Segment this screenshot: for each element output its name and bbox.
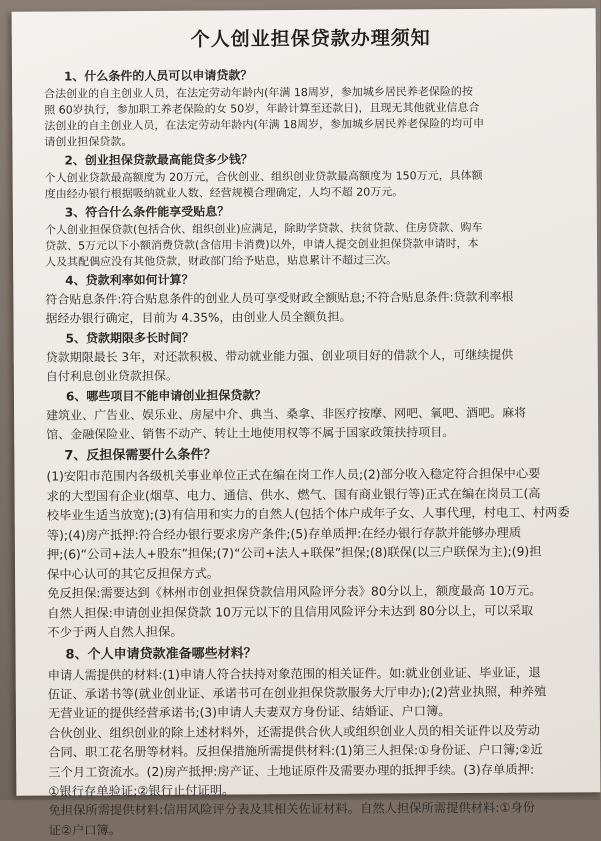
paragraph-line: 自然人担保:申请创业担保贷款 10万元以下的且信用风险评分未达到 80分以上，可以采取 bbox=[47, 603, 534, 621]
paragraph-line: 求的大型国有企业(烟草、电力、通信、供水、燃气、国有商业银行等)正式在编在岗员工(高 bbox=[46, 486, 541, 504]
paragraph-line: 等);(4)房产抵押:符合经办银行要求房产条件;(5)存单质押:在经办银行存款并能够办理质 bbox=[46, 525, 522, 543]
section-8 bbox=[47, 642, 582, 841]
paragraph-line: 合伙创业、组织创业的除上述材料外，还需提供合伙人或组织创业人员的相关证件以及劳动 bbox=[47, 723, 540, 741]
section-heading: 4、贷款利率如何计算？ bbox=[65, 272, 194, 288]
paragraph-line: 度由经办银行根据吸纳就业人数、经营规模合理确定，人均不超 20万元。 bbox=[44, 185, 404, 201]
section-6 bbox=[46, 385, 580, 444]
section-7 bbox=[46, 443, 581, 643]
section-heading: 2、创业担保贷款最高能贷多少钱？ bbox=[64, 152, 253, 168]
section-heading: 6、哪些项目不能申请创业担保贷款？ bbox=[65, 388, 267, 404]
paragraph-line: 校毕业生适当放宽);(3)有信用和实力的自然人(包括个体户成年子女、人事代理，村电工、村两委 bbox=[46, 505, 570, 523]
paragraph-line: 照 60岁执行，参加职工养老保险的女 50岁，年龄计算至还款日)，且现无其他就业信息合 bbox=[44, 100, 480, 117]
paragraph-line: 馆、金融保险业、销售不动产、转让土地使用权等不属于国家政策扶持项目。 bbox=[46, 425, 455, 442]
section-heading: 7、反担保需要什么条件？ bbox=[64, 447, 217, 464]
paragraph-line: 人及其配偶应没有其他贷款，财政部门给予贴息，贴息累计不超过三次。 bbox=[45, 253, 398, 269]
paragraph-line: 贷款期限最长 3年，对还款积极、带动就业能力强、创业项目好的借款个人，可继续提供 bbox=[45, 347, 514, 365]
paragraph-line: 免担保所需提供材料:信用风险评分表及其相关佐证材料。自然人担保所需提供材料:①身份 bbox=[48, 800, 536, 818]
paragraph-line: 押;(6)“公司+法人+股东”担保;(7)“公司+法人+联保”担保;(8)联保(以三户联保为主);(9)担 bbox=[46, 544, 542, 562]
paragraph-line: 据经办银行确定，目前为 4.35%，由创业人员全额负担。 bbox=[45, 309, 352, 326]
paragraph-line: 不少于两人自然人担保。 bbox=[47, 624, 183, 640]
paragraph-line: 建筑业、广告业、娱乐业、房屋中介、典当、桑拿、非医疗按摩、网吧、氧吧、酒吧。麻将 bbox=[46, 405, 527, 423]
paragraph-line: 保中心认可的其它反担保方式。 bbox=[47, 566, 220, 582]
section-4 bbox=[45, 269, 579, 328]
paragraph-line: 合法创业的自主创业人员，在法定劳动年龄内(年满 18周岁，参加城乡居民养老保险的按 bbox=[44, 84, 473, 101]
paragraph-line: 法创业的自主创业人员，在法定劳动年龄内(年满 18周岁，参加城乡居民养老保险的均可申 bbox=[44, 116, 485, 133]
section-5 bbox=[46, 327, 580, 386]
section-heading: 3、符合什么条件能享受贴息？ bbox=[64, 204, 230, 220]
section-2 bbox=[44, 149, 578, 202]
paragraph-line: ①银行存单验证;②银行止付证明。 bbox=[48, 783, 235, 799]
notice-sheet bbox=[12, 8, 601, 838]
paragraph-line: 个人创业担保贷款(包括合伙、组织创业)应满足，除助学贷款、扶贫贷款、住房贷款、购车 bbox=[44, 220, 483, 237]
paragraph-line: 个人创业贷款最高额度为 20万元，合伙创业、组织创业贷款最高额度为 150万元，具体额 bbox=[44, 168, 483, 185]
paragraph-line: 贷款、5万元以下小额消费贷款(含信用卡消费)以外，申请人提交创业担保贷款申请时，本 bbox=[45, 236, 479, 253]
paragraph-line: 请创业担保贷款。 bbox=[44, 135, 133, 149]
paragraph-line: 无营业证的提供经营承诺书;(3)申请人夫妻双方身份证、结婚证、户口簿。 bbox=[47, 704, 451, 721]
section-heading: 5、贷款期限多长时间？ bbox=[65, 330, 195, 346]
paragraph-line: 免反担保:需要达到《林州市创业担保贷款信用风险评分表》80分以上，额度最高 10万元。 bbox=[47, 583, 542, 601]
paragraph-line: 符合贴息条件:符合贴息条件的创业人员可享受财政全额贴息;不符合贴息条件:贷款利率根 bbox=[45, 289, 514, 307]
paragraph-line: 申请人需提供的材料:(1)申请人符合扶持对象范围的相关证件。如:就业创业证、毕业证，退 bbox=[47, 665, 541, 683]
paragraph-line: 三个月工资流水。(2)房产抵押:房产证、土地证原件及需要办理的抵押手续。(3)存单质押: bbox=[48, 762, 535, 780]
section-heading: 1、什么条件的人员可以申请贷款？ bbox=[63, 68, 253, 84]
paragraph-line: 合同、职工花名册等材料。反担保措施所需提供材料:(1)第三人担保:①身份证、户口簿;②近 bbox=[48, 742, 543, 760]
paragraph-line: 伍证、承诺书等(就业创业证、承诺书可在创业担保贷款服务大厅申办);(2)营业执照，种养殖 bbox=[47, 684, 547, 702]
section-1 bbox=[44, 65, 578, 150]
section-heading: 8、个人申请贷款准备哪些材料？ bbox=[65, 645, 257, 662]
paragraph-line: (1)安阳市范围内各级机关事业单位正式在编在岗工作人员;(2)部分收入稳定符合担保中心要 bbox=[46, 466, 541, 484]
section-3 bbox=[45, 201, 579, 270]
paragraph-line: 自付利息创业贷款担保。 bbox=[45, 368, 178, 384]
paragraph-line: 证②户口簿。 bbox=[48, 822, 122, 838]
page-title: 个人创业担保贷款办理须知 bbox=[190, 27, 431, 51]
